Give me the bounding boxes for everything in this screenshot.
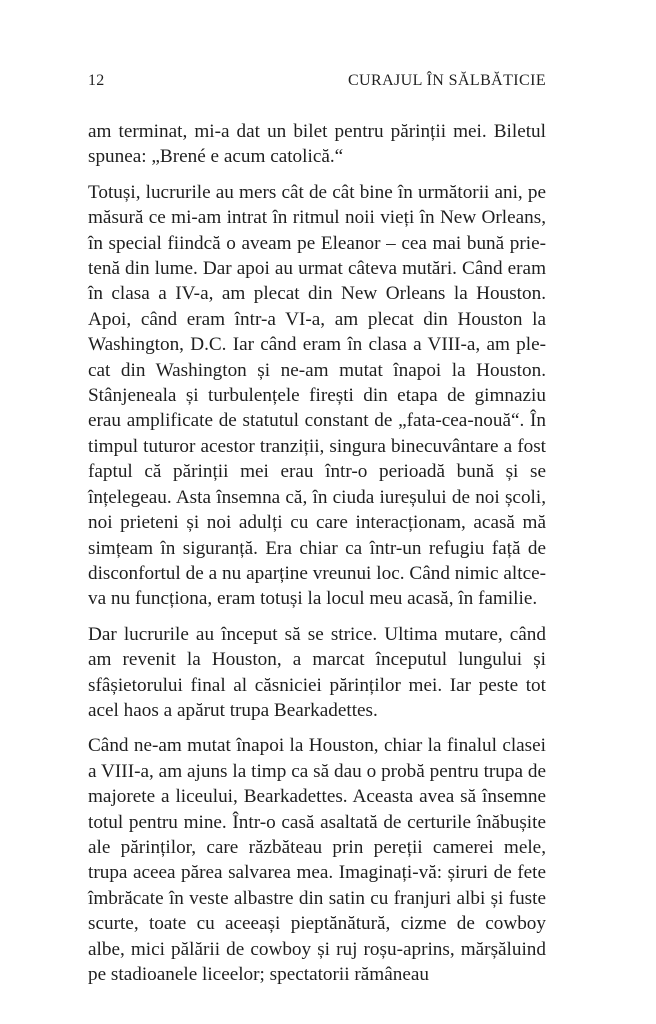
paragraph: am terminat, mi-a dat un bilet pentru părinții mei. Biletul spunea: „Brené e acum catolică.“ bbox=[88, 121, 546, 168]
paragraph: Când ne-am mutat înapoi la Houston, chiar la finalul clasei a VIII-a, am ajuns la timp ca să dau o probă pentru trupa de majorete a liceului, Bearkadettes. Aceasta avea să însemne totul pentru mine. Într-o casă asaltată de certurile înăbușite ale părinților, care răzbăteau prin pereții camerei mele, trupa aceea părea salvarea mea. Imaginați-vă: șiruri de fete îmbrăcate în veste albastre din satin cu franjuri albi și fuste scurte, toate cu aceeași pieptănătură, cizme de cowboy albe, mici pălării de cowboy și ruj roșu-aprins, mărșăluind pe stadioanele liceelor; spectatorii rămâneau bbox=[88, 735, 546, 985]
page-header bbox=[88, 72, 546, 96]
paragraph: Totuși, lucrurile au mers cât de cât bine în următorii ani, pe măsură ce mi-am intrat în ritmul noii vieți în New Orleans, în special fiindcă o aveam pe Eleanor – cea mai bună prietenă din lume. Dar apoi au urmat câteva mutări. Când eram în clasa a IV-a, am plecat din New Orleans la Houston. Apoi, când eram într-a VI-a, am plecat din Houston la Washington, D.C. Iar când eram în clasa a VIII-a, am plecat din Washington și ne-am mutat înapoi la Houston. Stânjeneala și turbulențele firești din etapa de gimnaziu erau amplificate de statutul constant de „fata-cea-nouă“. În timpul tuturor acestor tranziții, singura binecuvântare a fost faptul că părinții mei erau într-o perioadă bună și se înțelegeau. Asta însemna că, în ciuda iureșului de noi școli, noi prieteni și noi adulți cu care interacționam, acasă mă simțeam în siguranță. Era chiar ca într-un refugiu față de disconfortul de a nu aparține vreunui loc. Când nimic altceva nu funcționa, eram totuși la locul meu acasă, în familie. bbox=[88, 181, 546, 610]
page-number: 12 bbox=[88, 72, 105, 89]
body-text bbox=[88, 119, 546, 997]
running-title: CURAJUL ÎN SĂLBĂTICIE bbox=[347, 72, 546, 89]
paragraph: Dar lucrurile au început să se strice. Ultima mutare, când am revenit la Houston, a marcat începutul lungului și sfâșietorului final al căsniciei părinților mei. Iar peste tot acel haos a apărut trupa Bearkadettes. bbox=[88, 623, 546, 721]
